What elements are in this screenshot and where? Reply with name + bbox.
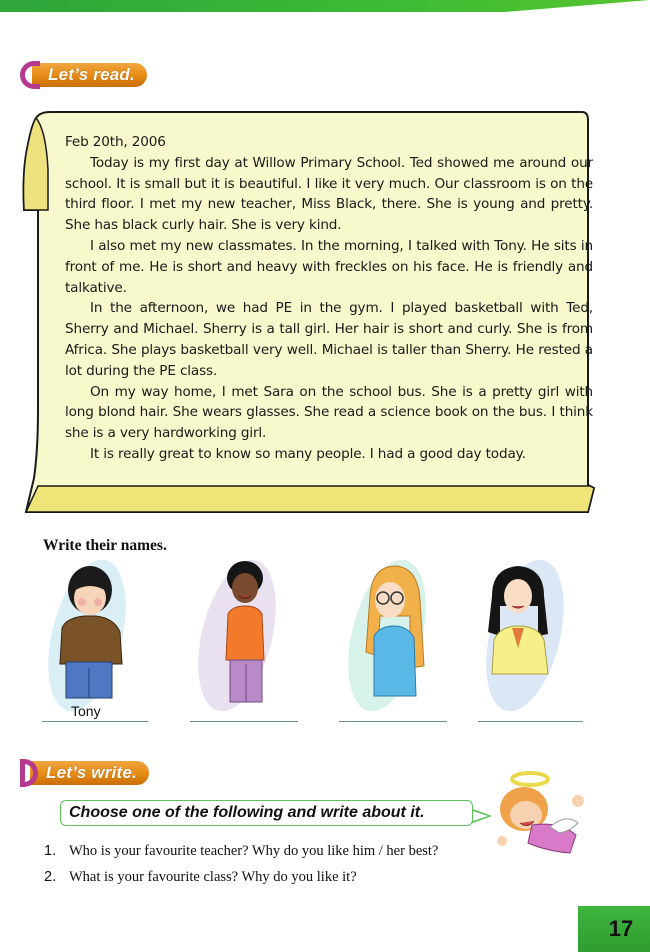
section-d-heading [20,760,149,786]
angel-mascot-icon [480,765,590,875]
diary-paragraph: In the afternoon, we had PE in the gym. I played basketball with Ted, Sherry and Michael. Sherry is a tall girl. Her hair is short and curly. She is from Africa. She plays basketball very well. Michael is taller than Sherry. He rested a lot during the PE class. [65,300,593,379]
writing-prompt-bubble: Choose one of the following and write about it. [60,800,473,826]
answer-line-2[interactable] [190,721,298,722]
diary-paragraph: On my way home, I met Sara on the school bus. She is a pretty girl with long blond hair. She wears glasses. She read a science book on the bus. I think she is a very hardworking girl. [65,383,593,442]
figure-miss-black [478,556,588,706]
girl-curly-illustration [190,556,300,706]
figure-tony [40,556,150,706]
diary-paragraph: Today is my first day at Willow Primary School. Ted showed me around our school. It is small but it is beautiful. I like it very much. Our classroom is on the third floor. I met my new teacher, Miss Black, there. She is young and pretty. She has black curly hair. She is very kind. [65,154,593,234]
section-d-title: Let’s write. [30,761,149,785]
teacher-illustration [478,556,588,706]
diary-date: Feb 20th, 2006 [65,134,166,150]
answer-line-4[interactable] [478,721,583,722]
figure-sherry [190,556,300,706]
question-item: 1. Who is your favourite teacher? Why do you like him / her best? [44,842,439,859]
diary-text [65,132,593,465]
answer-line-3[interactable] [339,721,447,722]
writing-questions [44,838,438,890]
section-letter-c [20,61,40,89]
diary-paragraph: It is really great to know so many people. I had a good day today. [90,445,526,462]
section-c-heading [20,62,147,88]
diary-scroll [22,110,596,515]
answer-line-1[interactable] [42,721,148,722]
header-band [0,0,650,12]
question-item: 2. What is your favourite class? Why do you like it? [44,868,357,885]
diary-paragraph: I also met my new classmates. In the morning, I talked with Tony. He sits in front of me. He is short and heavy with freckles on his face. He is friendly and talkative. [65,237,593,296]
boy-illustration [40,556,150,706]
page-number: 17 [578,906,650,952]
girl-glasses-illustration [340,556,450,706]
exercise-instruction: Write their names. [43,537,167,554]
section-c-title: Let’s read. [32,63,147,87]
answer-name-1: Tony [71,703,101,719]
figure-sara [340,556,450,706]
